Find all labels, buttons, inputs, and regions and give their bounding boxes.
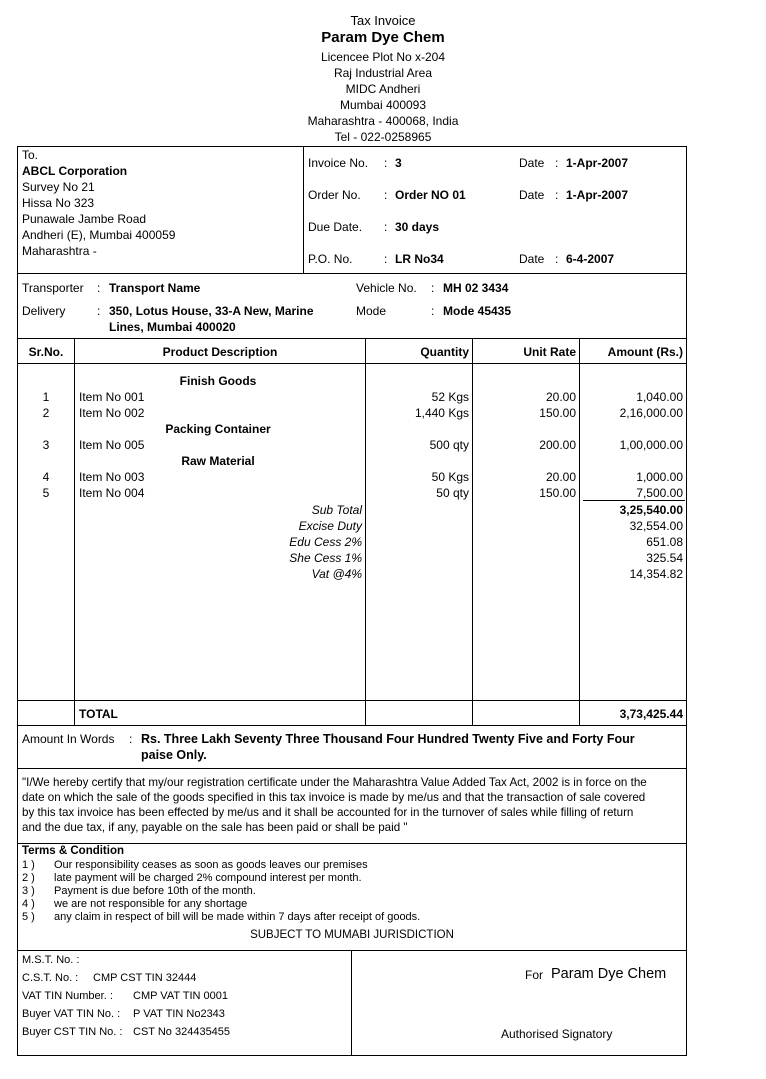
for-label: For xyxy=(525,968,543,982)
row-quantity: 1,440 Kgs xyxy=(414,406,469,420)
authorised-signatory: Authorised Signatory xyxy=(501,1027,613,1041)
row-unit-rate: 20.00 xyxy=(545,470,576,484)
term-number: 1 ) xyxy=(22,859,35,871)
term-number: 5 ) xyxy=(22,911,35,923)
row-quantity: 500 qty xyxy=(429,438,469,452)
colon: : xyxy=(97,281,101,295)
term-text: we are not responsible for any shortage xyxy=(54,898,248,910)
buyer-address-line: Punawale Jambe Road xyxy=(22,212,147,226)
order-no-value: Order NO 01 xyxy=(395,188,466,202)
mode-value: Mode 45435 xyxy=(443,304,512,318)
buyer-vat-tin-value: P VAT TIN No2343 xyxy=(133,1008,225,1020)
row-amount: 7,500.00 xyxy=(636,486,683,500)
signature-company: Param Dye Chem xyxy=(551,966,667,982)
buyer-vat-tin-label: Buyer VAT TIN No. : xyxy=(22,1008,121,1020)
delivery-address-line: 350, Lotus House, 33-A New, Marine xyxy=(109,304,314,318)
group-heading: Raw Material xyxy=(181,454,255,468)
edu-cess-label: Edu Cess 2% xyxy=(289,535,362,549)
to-label: To. xyxy=(22,148,39,162)
po-no-label: P.O. No. xyxy=(308,252,353,266)
row-description: Item No 005 xyxy=(79,438,145,452)
row-srno: 3 xyxy=(42,438,50,452)
buyer-cst-tin-value: CST No 324435455 xyxy=(133,1026,231,1038)
row-description: Item No 003 xyxy=(79,470,145,484)
vat-label: Vat @4% xyxy=(311,567,362,581)
order-no-label: Order No. xyxy=(308,188,361,202)
due-date-label: Due Date. xyxy=(308,220,363,234)
amount-in-words-line: Rs. Three Lakh Seventy Three Thousand Four Hundred Twenty Five and Forty Four xyxy=(141,732,635,746)
certification-line: date on which the sale of the goods specified in this tax invoice is made by me/us and that the transaction of sale covered xyxy=(22,791,646,804)
mode-label: Mode xyxy=(356,304,387,318)
row-description: Item No 004 xyxy=(79,486,145,500)
she-cess-label: She Cess 1% xyxy=(289,551,362,565)
certification-line: "I/We hereby certify that my/our registration certificate under the Maharashtra Value Added Tax Act, 2002 is in force on the xyxy=(22,776,647,789)
buyer-address-line: Andheri (E), Mumbai 400059 xyxy=(22,228,176,242)
row-unit-rate: 20.00 xyxy=(545,390,576,404)
order-date: 1-Apr-2007 xyxy=(566,188,629,202)
term-number: 2 ) xyxy=(22,872,35,884)
vat-amount: 14,354.82 xyxy=(629,567,683,581)
excise-duty-amount: 32,554.00 xyxy=(629,519,683,533)
row-quantity: 50 Kgs xyxy=(431,470,469,484)
row-unit-rate: 150.00 xyxy=(539,486,576,500)
colon: : xyxy=(384,220,388,234)
colon: : xyxy=(384,188,388,202)
column-header-unit-rate: Unit Rate xyxy=(523,345,576,359)
invoice-no-value: 3 xyxy=(395,156,402,170)
buyer-address-line: Hissa No 323 xyxy=(22,196,95,210)
company-phone: Tel - 022-0258965 xyxy=(334,130,432,144)
group-heading: Packing Container xyxy=(165,422,271,436)
colon: : xyxy=(129,732,133,746)
term-text: Payment is due before 10th of the month. xyxy=(54,885,256,897)
due-date-value: 30 days xyxy=(395,220,440,234)
term-number: 3 ) xyxy=(22,885,35,897)
row-quantity: 52 Kgs xyxy=(431,390,469,404)
delivery-address-line: Lines, Mumbai 400020 xyxy=(109,320,236,334)
invoice-no-label: Invoice No. xyxy=(308,156,369,170)
company-address-line: MIDC Andheri xyxy=(345,82,421,96)
buyer-address-line: Maharashtra - xyxy=(22,244,97,258)
colon: : xyxy=(431,304,435,318)
invoice-date: 1-Apr-2007 xyxy=(566,156,629,170)
transporter-label: Transporter xyxy=(22,281,84,295)
cst-no-label: C.S.T. No. : xyxy=(22,972,79,984)
mst-no-label: M.S.T. No. : xyxy=(22,954,80,966)
row-srno: 2 xyxy=(42,406,50,420)
company-address-line: Licencee Plot No x-204 xyxy=(320,50,446,64)
transporter-value: Transport Name xyxy=(109,281,201,295)
row-amount: 1,040.00 xyxy=(636,390,683,404)
po-date: 6-4-2007 xyxy=(566,252,615,266)
subtotal-label: Sub Total xyxy=(311,503,362,517)
certification-line: and the due tax, if any, payable on the sale has been paid or shall be paid " xyxy=(22,821,408,834)
row-quantity: 50 qty xyxy=(436,486,469,500)
edu-cess-amount: 651.08 xyxy=(646,535,683,549)
row-amount: 1,000.00 xyxy=(636,470,683,484)
she-cess-amount: 325.54 xyxy=(646,551,683,565)
vat-tin-value: CMP VAT TIN 0001 xyxy=(133,990,228,1002)
vat-tin-label: VAT TIN Number. : xyxy=(22,990,113,1002)
date-label: Date xyxy=(519,252,545,266)
row-srno: 5 xyxy=(42,486,50,500)
group-heading: Finish Goods xyxy=(179,374,257,388)
term-number: 4 ) xyxy=(22,898,35,910)
row-unit-rate: 150.00 xyxy=(539,406,576,420)
term-text: late payment will be charged 2% compound interest per month. xyxy=(54,872,362,884)
vehicle-label: Vehicle No. xyxy=(356,281,417,295)
term-text: Our responsibility ceases as soon as goods leaves our premises xyxy=(54,859,368,871)
row-srno: 1 xyxy=(42,390,50,404)
document-title: Tax Invoice xyxy=(350,13,416,28)
term-text: any claim in respect of bill will be made within 7 days after receipt of goods. xyxy=(54,911,421,923)
excise-duty-label: Excise Duty xyxy=(298,519,362,533)
company-address-line: Mumbai 400093 xyxy=(339,98,427,112)
amount-in-words-label: Amount In Words xyxy=(22,732,115,746)
total-amount: 3,73,425.44 xyxy=(619,707,683,721)
row-srno: 4 xyxy=(42,470,50,484)
date-label: Date xyxy=(519,188,545,202)
colon: : xyxy=(555,156,559,170)
company-address-line: Maharashtra - 400068, India xyxy=(307,114,459,128)
jurisdiction-note: SUBJECT TO MUMABI JURISDICTION xyxy=(250,929,454,941)
terms-title: Terms & Condition xyxy=(22,845,125,857)
row-unit-rate: 200.00 xyxy=(539,438,576,452)
delivery-label: Delivery xyxy=(22,304,66,318)
colon: : xyxy=(431,281,435,295)
row-description: Item No 002 xyxy=(79,406,145,420)
amount-in-words-line: paise Only. xyxy=(141,748,207,762)
buyer-name: ABCL Corporation xyxy=(22,164,128,178)
po-no-value: LR No34 xyxy=(395,252,444,266)
colon: : xyxy=(384,156,388,170)
row-amount: 2,16,000.00 xyxy=(619,406,683,420)
column-header-quantity: Quantity xyxy=(420,345,469,359)
colon: : xyxy=(97,304,101,318)
vehicle-value: MH 02 3434 xyxy=(443,281,509,295)
company-name: Param Dye Chem xyxy=(321,29,445,46)
colon: : xyxy=(555,252,559,266)
subtotal-amount: 3,25,540.00 xyxy=(619,503,683,517)
company-address-line: Raj Industrial Area xyxy=(333,66,433,80)
column-header-description: Product Description xyxy=(162,345,278,359)
row-amount: 1,00,000.00 xyxy=(619,438,683,452)
colon: : xyxy=(555,188,559,202)
column-header-srno: Sr.No. xyxy=(28,345,64,359)
total-label: TOTAL xyxy=(79,707,118,721)
row-description: Item No 001 xyxy=(79,390,145,404)
column-header-amount: Amount (Rs.) xyxy=(607,345,683,359)
colon: : xyxy=(384,252,388,266)
cst-no-value: CMP CST TIN 32444 xyxy=(93,972,197,984)
certification-line: by this tax invoice has been effected by me/us and it shall be accounted for in the turnover of sales while filling of return xyxy=(22,806,634,819)
date-label: Date xyxy=(519,156,545,170)
buyer-cst-tin-label: Buyer CST TIN No. : xyxy=(22,1026,123,1038)
buyer-address-line: Survey No 21 xyxy=(22,180,95,194)
